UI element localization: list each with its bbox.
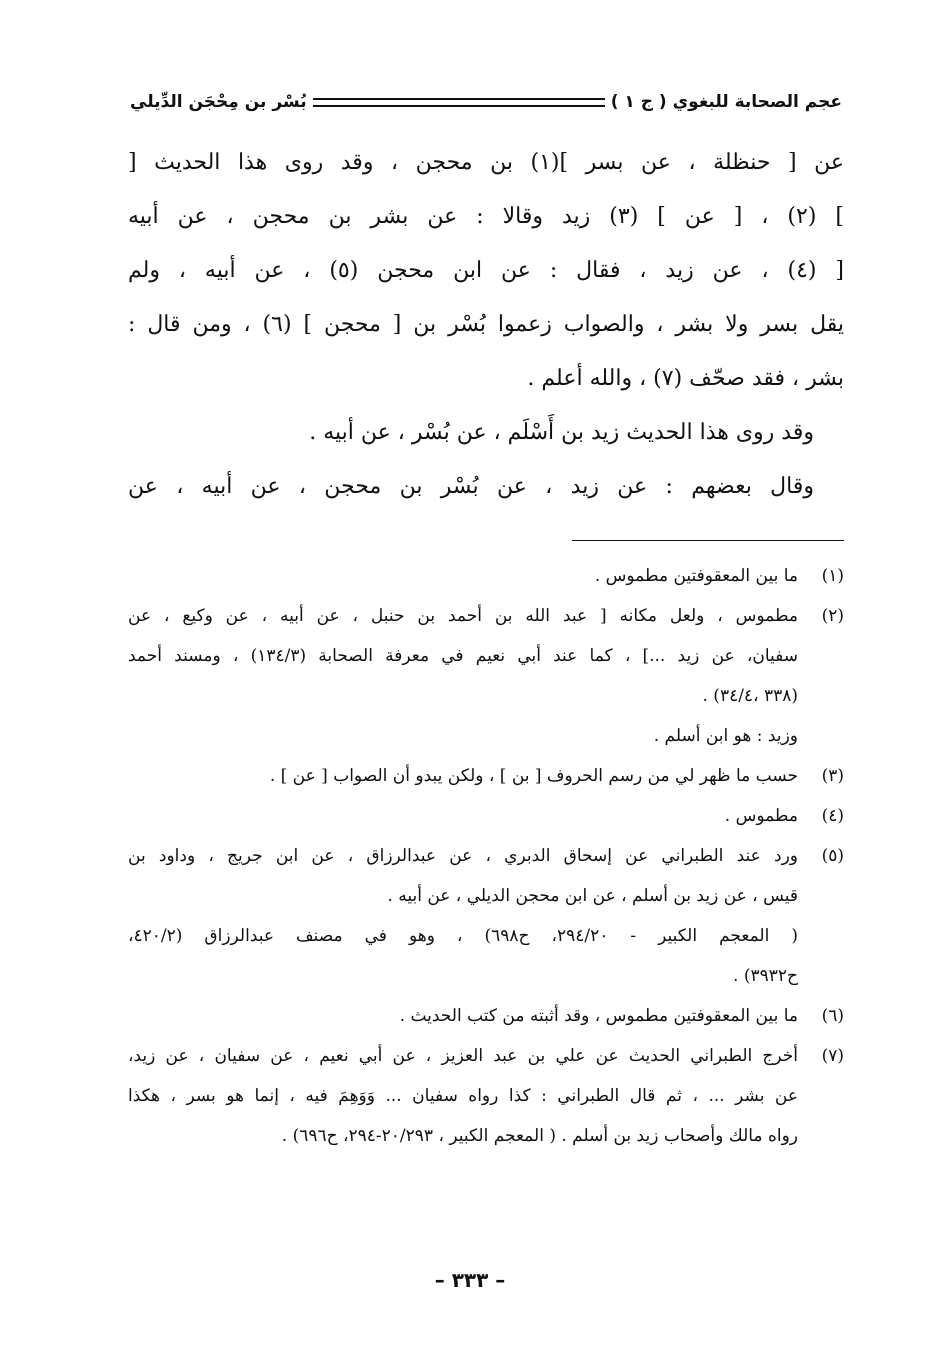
footnote-line: ورد عند الطبراني عن إسحاق الدبري ، عن عبدالرزاق ، عن ابن جريج ، وداود بن	[128, 846, 798, 866]
footnote-line: (٣٣٨ ،٣٤/٤) .	[702, 686, 798, 706]
footnote-line: أخرج الطبراني الحديث عن علي بن عبد العزيز ، عن أبي نعيم ، عن سفيان ، عن زيد،	[128, 1046, 798, 1066]
footnote-number: (٧)	[821, 1046, 844, 1066]
footnote-line: سفيان، عن زيد ...] ، كما عند أبي نعيم في معرفة الصحابة (١٣٤/٣) ، ومسند أحمد	[128, 646, 798, 666]
footnote-3	[128, 756, 844, 796]
book-title: عجم الصحابة للبغوي ( ج ١ )	[610, 92, 842, 112]
footnote-5	[128, 836, 844, 996]
footnote-line: وزيد : هو ابن أسلم .	[653, 726, 798, 746]
body-line: عن [ حنظلة ، عن بسر ](١) بن محجن ، وقد روى هذا الحديث [	[128, 150, 844, 175]
footnote-line: عن بشر ... ، ثم قال الطبراني : كذا رواه سفيان ... وَوَهِمَ فيه ، إنما هو بسر ، هكذا	[128, 1086, 798, 1106]
entry-title: بُسْر بن مِحْجَن الدِّيلي	[130, 92, 307, 112]
footnotes	[128, 556, 844, 1156]
footnote-line: مطموس ، ولعل مكانه [ عبد الله بن أحمد بن حنبل ، عن أبيه ، عن وكيع ، عن	[128, 606, 798, 626]
body-line: بشر ، فقد صحّف (٧) ، والله أعلم .	[527, 366, 844, 391]
footnote-number: (١)	[821, 566, 844, 586]
body-text	[128, 136, 844, 514]
footnote-line: ما بين المعقوفتين مطموس ، وقد أثبته من كتب الحديث .	[399, 1006, 798, 1026]
footnote-line: حسب ما ظهر لي من رسم الحروف [ بن ] ، ولكن يبدو أن الصواب [ عن ] .	[269, 766, 798, 786]
footnote-number: (٣)	[821, 766, 844, 786]
footnote-1	[128, 556, 844, 596]
page-number: – ٣٣٣ –	[434, 1268, 506, 1292]
footnote-line: ح٣٩٣٢) .	[733, 966, 798, 986]
footnote-2	[128, 596, 844, 756]
footnote-line: مطموس .	[724, 806, 798, 826]
footnote-line: ما بين المعقوفتين مطموس .	[594, 566, 798, 586]
running-header	[130, 82, 842, 122]
footnote-separator	[572, 540, 844, 541]
footnote-line: قيس ، عن زيد بن أسلم ، عن ابن محجن الديلي ، عن أبيه .	[387, 886, 798, 906]
footnote-6	[128, 996, 844, 1036]
header-rule	[313, 98, 605, 107]
footnote-line: رواه مالك وأصحاب زيد بن أسلم . ( المعجم الكبير ، ٢٠/٢٩٣-٢٩٤، ح٦٩٦) .	[281, 1126, 798, 1146]
footnote-4	[128, 796, 844, 836]
body-line: ] (٢) ، [ عن ] (٣) زيد وقالا : عن بشر بن محجن ، عن أبيه	[128, 204, 844, 229]
body-line: [ (٤) ، عن زيد ، فقال : عن ابن محجن (٥) ، عن أبيه ، ولم	[128, 258, 844, 283]
footnote-7	[128, 1036, 844, 1156]
body-line: يقل بسر ولا بشر ، والصواب زعموا بُسْر بن [ محجن ] (٦) ، ومن قال :	[128, 312, 844, 337]
footnote-number: (٢)	[821, 606, 844, 626]
footnote-line: ( المعجم الكبير - ٢٩٤/٢٠، ح٦٩٨) ، وهو في مصنف عبدالرزاق (٤٢٠/٢،	[128, 926, 798, 946]
body-line: وقال بعضهم : عن زيد ، عن بُسْر بن محجن ، عن أبيه ، عن	[128, 474, 814, 499]
footnote-number: (٥)	[821, 846, 844, 866]
footnote-number: (٤)	[821, 806, 844, 826]
body-line: وقد روى هذا الحديث زيد بن أَسْلَم ، عن بُسْر ، عن أبيه .	[309, 420, 814, 445]
footnote-number: (٦)	[821, 1006, 844, 1026]
